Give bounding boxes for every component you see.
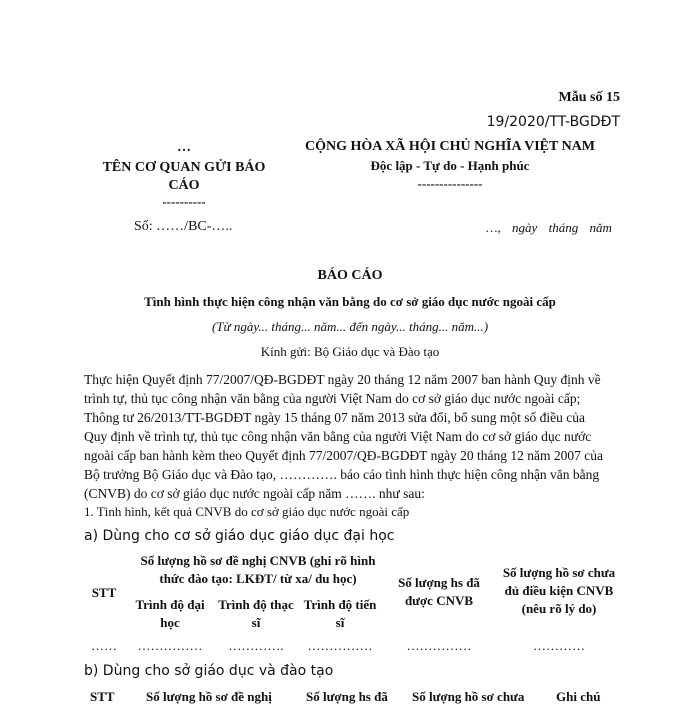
table-a-col-group-line: Số lượng hồ sơ đề nghị CNVB (ghi rõ hình [140,553,376,568]
table-a-col-stt: STT [91,585,117,600]
agency-divider: ---------- [162,194,206,209]
table-b-col-stt: STT [90,689,115,704]
motto: Độc lập - Tự do - Hạnh phúc [370,158,530,173]
circular-number: 19/2020/TT-BGDĐT [486,114,620,130]
table-a-col-line: (nêu rõ lý do) [521,601,597,616]
left-ellipsis: … [177,140,191,155]
body-line: (CNVB) do cơ sở giáo dục nước ngoài cấp năm ……. như sau: [84,486,425,501]
table-a-col-recognized [384,574,494,610]
table-a-sub-university [124,596,216,632]
body-paragraph [84,370,624,503]
table-a-sub-line: Trình độ thạc [218,597,294,612]
table-a-cell: …………… [406,638,472,653]
document-subtitle: Tình hình thực hiện công nhận văn bằng do cơ sở giáo dục nước ngoài cấp [144,294,556,309]
agency-name-line1: TÊN CƠ QUAN GỬI BÁO [102,160,266,175]
table-a-cell: …………… [137,638,203,653]
table-b-col-requested: Số lượng hồ sơ đề nghị [146,689,272,704]
table-a-col-group [124,552,392,588]
motto-divider: --------------- [417,176,483,191]
table-a-cell: …………… [307,638,373,653]
table-a-sub-master [210,596,302,632]
body-line: Quy định về trình tự, thủ tục công nhận văn bằng của người Việt Nam do cơ sở giáo dục nước [84,429,592,444]
report-period: (Từ ngày... tháng... năm... đến ngày... tháng... năm...) [211,319,489,334]
table-a-sub-line: Trình độ tiến [303,597,377,612]
table-a-col-line: Số lượng hồ sơ chưa [502,565,616,580]
agency-name-line2: CÁO [168,178,200,193]
table-a-col-pending [486,564,632,618]
table-a-sub-line: sĩ [335,615,345,630]
recipient-line: Kính gửi: Bộ Giáo dục và Đào tạo [260,344,440,359]
table-a-cell: ………… [533,638,585,653]
body-line: Thông tư 26/2013/TT-BGDĐT ngày 15 tháng 07 năm 2013 sửa đổi, bổ sung một số điều của [84,410,585,425]
document-title: BÁO CÁO [317,268,383,283]
table-b-col-recognized: Số lượng hs đã [306,689,388,704]
section-b-heading: b) Dùng cho sở giáo dục và đào tạo [84,663,334,679]
table-a-col-line: đủ điều kiện CNVB [504,583,614,598]
table-a-col-line: được CNVB [404,593,474,608]
date-line: …, ngày tháng năm [486,220,612,235]
table-a-cell: …………. [228,638,284,653]
report-number: Số: ……/BC-….. [134,219,233,234]
table-a-col-group-line: thức đào tạo: LKĐT/ từ xa/ du học) [159,571,357,586]
table-a-sub-line: học [160,615,180,630]
nation-name: CỘNG HÒA XÃ HỘI CHỦ NGHĨA VIỆT NAM [304,139,595,154]
table-a-sub-doctor [294,596,386,632]
table-a-sub-line: sĩ [251,615,261,630]
table-a-col-line: Số lượng hs đã [398,575,480,590]
section-1-heading: 1. Tình hình, kết quả CNVB do cơ sở giáo dục nước ngoài cấp [84,504,410,519]
table-b-col-note: Ghi chú [556,689,601,704]
table-b-col-pending: Số lượng hồ sơ chưa [412,689,525,704]
table-a-sub-line: Trình độ đại [135,597,205,612]
body-line: Thực hiện Quyết định 77/2007/QĐ-BGDĐT ngày 20 tháng 12 năm 2007 ban hành Quy định về [84,372,601,387]
section-a-heading: a) Dùng cho cơ sở giáo dục giáo dục đại học [84,528,395,544]
form-number: Mẫu số 15 [558,90,620,105]
body-line: ngoài cấp ban hành kèm theo Quyết định 77/2007/QĐ-BGDĐT ngày 20 tháng 12 năm 2007 của [84,448,604,463]
table-a-cell: …… [91,638,117,653]
body-line: Bộ trưởng Bộ Giáo dục và Đào tạo, …………. báo cáo tình hình thực hiện công nhận văn bằng [84,467,600,482]
body-line: trình tự, thủ tục công nhận văn bằng của người Việt Nam do cơ sở giáo dục nước ngoài cấp; [84,391,581,406]
